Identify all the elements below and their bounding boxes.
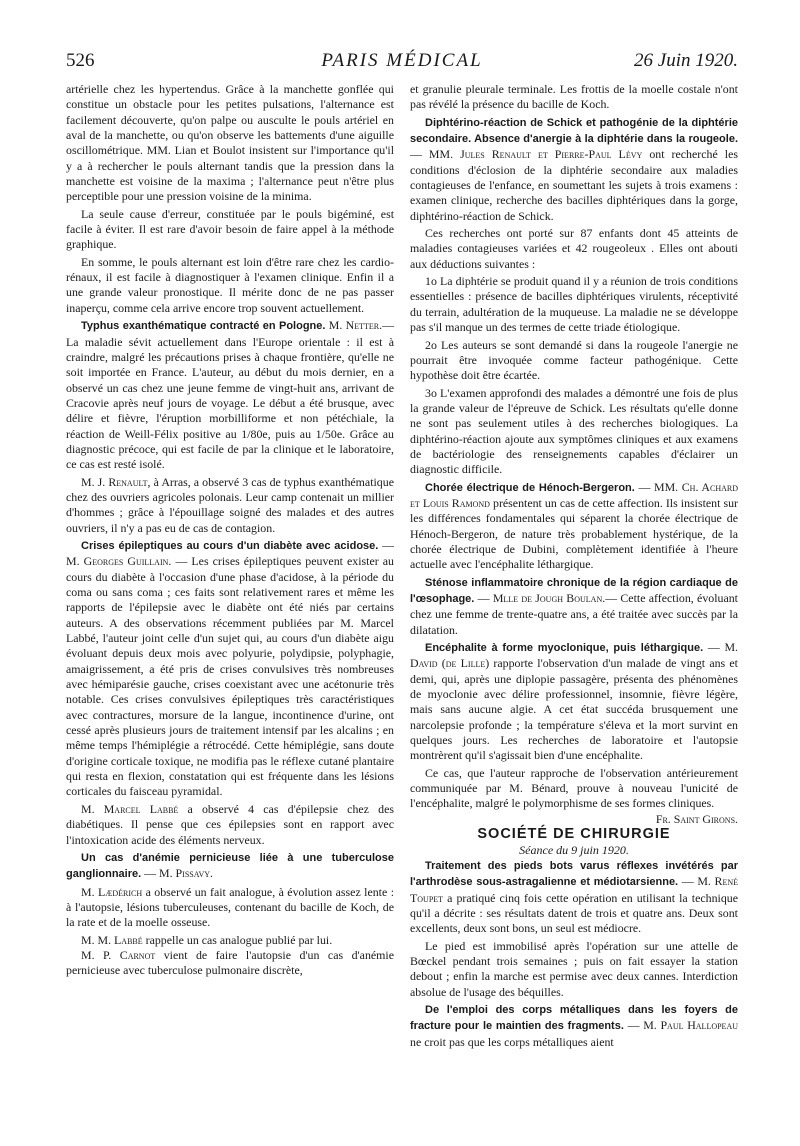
author-name: — M. Paul Hallopeau [627, 1018, 738, 1033]
article-text: a observé 4 cas d'épilepsie chez des diabétiques. Il pense que ces épilepsies sont en rapport avec l'intoxication acide des éléments nerveux. [66, 801, 394, 847]
article-text: vient de faire l'autopsie d'un cas d'anémie pernicieuse avec tuberculose pulmonaire discrète, [66, 947, 394, 978]
journal-title: PARIS MÉDICAL [321, 50, 483, 71]
page-header [66, 50, 738, 74]
article-text: rappelle un cas analogue publié par lui. [145, 932, 333, 947]
paragraph: La seule cause d'erreur, constituée par le pouls bigéminé, est facile à éviter. Il est rare d'avoir besoin de faire appel à la méthode graphique. [66, 206, 394, 252]
author-name: M. Marcel Labbé [81, 801, 179, 816]
signature: Fr. Saint Girons. [655, 811, 738, 826]
author-name: — M. Pissavy. [144, 866, 214, 881]
article-renault [66, 475, 394, 536]
article-typhus [66, 318, 394, 472]
article-pieds-bots [410, 858, 738, 937]
article-text: a observé un fait analogue, à évolution assez lente : à l'autopsie, lésions tuberculeuses, contenant du bacille de Koch, de la rate et de la moelle osseuse. [66, 884, 394, 930]
author-name: M. Lædérich [81, 884, 143, 899]
section-title: SOCIÉTÉ DE CHIRURGIE [477, 826, 671, 843]
article-text: ne croit pas que les corps métalliques aient [410, 1034, 614, 1049]
section-heading: Crises épileptiques au cours d'un diabète avec acidose. [81, 539, 379, 552]
article-text: ont recherché les conditions d'éclosion de la diphtérie secondaire aux maladies contagieuses de l'enfance, en soumettant les sujets à trois examens : examen clinique, recherche des bacilles diphtériques dans la gorge, diphtérino-réaction de Schick. [410, 147, 738, 223]
article-crises [66, 538, 394, 800]
author-name: M. P. Carnot [81, 947, 156, 962]
paragraph [410, 766, 738, 827]
deduction-3: 3o L'examen approfondi des malades a démontré une fois de plus la grande valeur de l'épreuve de Schick. Les résultats qu'elle donne ne sont pas seulement utiles à des recherches biologiques. La diphtérino-réaction ajoute aux symptômes cliniques et aux examens de bactériologie des renseignements capables d'éclairer un diagnostic difficile. [410, 385, 738, 477]
section-heading: Un cas d'anémie pernicieuse liée à une tuberculose ganglionnaire. [66, 851, 394, 881]
left-column [66, 82, 394, 979]
article-text: rapporte l'observation d'un malade de vingt ans et demi, qui, après une diplopie passagère, présenta des phénomènes de myoclonie avec délire professionnel, insomnie, fièvre légère, mais sans aucune algie. A cet état succéda brusquement une narcolepsie profonde ; la température s'éleva et la mort survint en quelques jours. Les recherches de laboratoire et l'autopsie montrèrent qu'il s'agissait bien d'une encéphalite. [410, 656, 738, 763]
right-column [410, 82, 738, 1050]
article-text: — La maladie sévit actuellement dans l'Europe orientale : il est à craindre, malgré les précautions prises à chaque frontière, qu'elle ne soit importée en France. L'auteur, au début du mois dernier, en a observé un cas chez une jeune femme de vingt-huit ans, arrivant de Cracovie après neuf jours de voyage. Le début a été brusque, avec délire et fièvre, l'éruption morbilliforme et non pétéchiale, la réaction de Weill-Félix positive au 1/80e, puis au 1/50e. Grâce au diagnostic précoce, qui est facile de par la clinique et le laboratoire, ce cas est resté isolé. [66, 318, 394, 472]
article-encephalite [410, 640, 738, 764]
section-heading: Typhus exanthématique contracté en Pologne. [81, 320, 326, 333]
page-number: 526 [66, 50, 95, 71]
article-laederich [66, 885, 394, 931]
author-name: — M. David (de Lille) [410, 640, 738, 671]
deduction-1: 1o La diphtérie se produit quand il y a réunion de trois conditions essentielles : présence de bacilles diphtériques virulents, réceptivité du terrain, adultération de la muqueuse. La maladie ne se développe pas s'il manque un des termes de cette triade étiologique. [410, 274, 738, 335]
author-name: — M. René Toupet [410, 874, 738, 905]
author-name: — MM. Ch. Achard et Louis Ramond [410, 479, 738, 510]
article-labbe [66, 802, 394, 848]
paragraph: En somme, le pouls alternant est loin d'être rare chez les cardio-rénaux, il est facile à diagnostiquer à l'examen clinique. Enfin il a une grande valeur pronostique. Il mérite donc de ne pas passer inaperçu, comme cela arrive encore trop souvent actuellement. [66, 254, 394, 315]
author-name: M. J. Renault, [81, 474, 151, 489]
session-date: Séance du 9 juin 1920. [519, 842, 629, 857]
paragraph: artérielle chez les hypertendus. Grâce à la manchette gonflée qui constitue un obstacle pour les petites pulsations, l'alternance est facilement découverte, qu'on palpe ou ausculte le pouls artériel en aval de la manchette, ou qu'on observe les battements d'une aiguille oscillométrique. MM. Lian et Boulot insistent sur l'importance qu'il y a à rechercher le pouls alternant tandis que la pression dans la manchette est voisine de la maxima ; l'alternance peut n'être plus perceptible pour une pression voisine de la minima. [66, 82, 394, 204]
author-name: M. M. Labbé [81, 932, 143, 947]
article-carnot [66, 948, 394, 979]
author-name: M. Netter. [328, 318, 383, 333]
section-heading: Sténose inflammatoire chronique de la région cardiaque de l'œsophage. [410, 576, 738, 605]
article-choree [410, 480, 738, 573]
section-heading: Encéphalite à forme myoclonique, puis léthargique. [425, 642, 704, 655]
article-labbe2 [66, 933, 394, 948]
deduction-2: 2o Les auteurs se sont demandé si dans la rougeole l'anergie ne pourrait être invoquée comme facteur pathogénique. Cette hypothèse doit être écartée. [410, 337, 738, 383]
issue-date: 26 Juin 1920. [634, 50, 738, 71]
article-corps-metalliques [410, 1002, 738, 1050]
article-text: présentent un cas de cette affection. Ils insistent sur les différences fondamentales qui séparent la chorée électrique de Hénoch-Bergeron, de nature très probablement hystérique, de la chorée électrique de Dubini, complètement identifiée à l'heure actuelle avec l'encéphalite léthargique. [410, 495, 738, 572]
article-text: a pratiqué cinq fois cette opération en utilisant la technique qu'il a décrite : ses résultats datent de trois et quatre ans. Deux sont excellents, deux sont bons, un seul est médiocre. [410, 890, 738, 936]
article-stenose [410, 575, 738, 638]
article-text: — Les crises épileptiques peuvent exister au cours du diabète à l'occasion d'une phase d'acidose, à la période du coma ou sans coma ; ces faits sont relativement rares et même les rapports de l'épilepsie avec le diabète ont été niés par certains auteurs. A des observations récemment publiées par M. Marcel Labbé, l'auteur joint celle d'un sujet qui, au cours d'un diabète aigu évoluant depuis deux mois avec polyurie, polydipsie, polyphagie, amaigrissement, a été pris de crises convulsives très nombreuses avec hémiparésie gauche, crises coexistant avec une acétonurie très notable. Ces crises convulsives épileptiques très caractéristiques avec contractures, morsure de la langue, incontinence d'urine, ont cessé après plusieurs jours de traitement intensif par les alcalins ; en même temps l'hémiplégie a rétrocédé. Cette hémiplégie, sans doute d'origine corticale toxique, ne modifia pas le réflexe cutané plantaire qui resta en flexion, constatation qui est fréquente dans les lésions corticales du faisceau pyramidal. [66, 554, 394, 799]
section-heading: Diphtérino-réaction de Schick et pathogénie de la diphtérie secondaire. Absence d'anergie à la diphtérie dans la rougeole. [410, 116, 738, 146]
paragraph: Le pied est immobilisé après l'opération sur une attelle de Bœckel pendant trois semaines ; puis on fait essayer la station debout ; enfin la marche est permise avec deux cannes. Interdiction absolue de l'usage des béquilles. [410, 938, 738, 999]
author-name: — Mlle de Jough Boulan. [477, 591, 606, 605]
section-heading: De l'emploi des corps métalliques dans les foyers de fracture pour le maintien des fragments. [410, 1003, 738, 1033]
article-text: — Cette affection, évoluant chez une femme de trente-quatre ans, a été traitée avec succès par la dilatation. [410, 591, 738, 637]
article-text: à Arras, a observé 3 cas de typhus exanthématique chez des ouvriers agricoles polonais. Leur camp contenait un millier d'hommes ; grâce à l'épouillage soigné des malades et des autres ouvriers, il n'y a pas eu de cas de contagion. [66, 474, 394, 535]
article-anemie [66, 850, 394, 883]
section-heading: Traitement des pieds bots varus réflexes invétérés par l'arthrodèse sous-astragalienne et médiotarsienne. [410, 859, 738, 889]
author-name: — MM. Jules Renault et Pierre-Paul Lévy [410, 147, 643, 162]
article-schick [410, 115, 738, 224]
section-heading: Chorée électrique de Hénoch-Bergeron. [425, 481, 635, 494]
paragraph: et granulie pleurale terminale. Les frottis de la moelle costale n'ont pas révélé la présence du bacille de Koch. [410, 82, 738, 112]
article-text: Ce cas, que l'auteur rapproche de l'observation antérieurement communiquée par M. Bénard, prouve à nouveau l'unicité de l'encéphalite, malgré le polymorphisme de ses formes cliniques. [410, 765, 738, 811]
paragraph: Ces recherches ont porté sur 87 enfants dont 45 atteints de maladies contagieuses variées et 42 rougeoleux . Elles ont abouti aux déductions suivantes : [410, 226, 738, 271]
author-name: — M. Georges Guillain. [66, 537, 394, 569]
